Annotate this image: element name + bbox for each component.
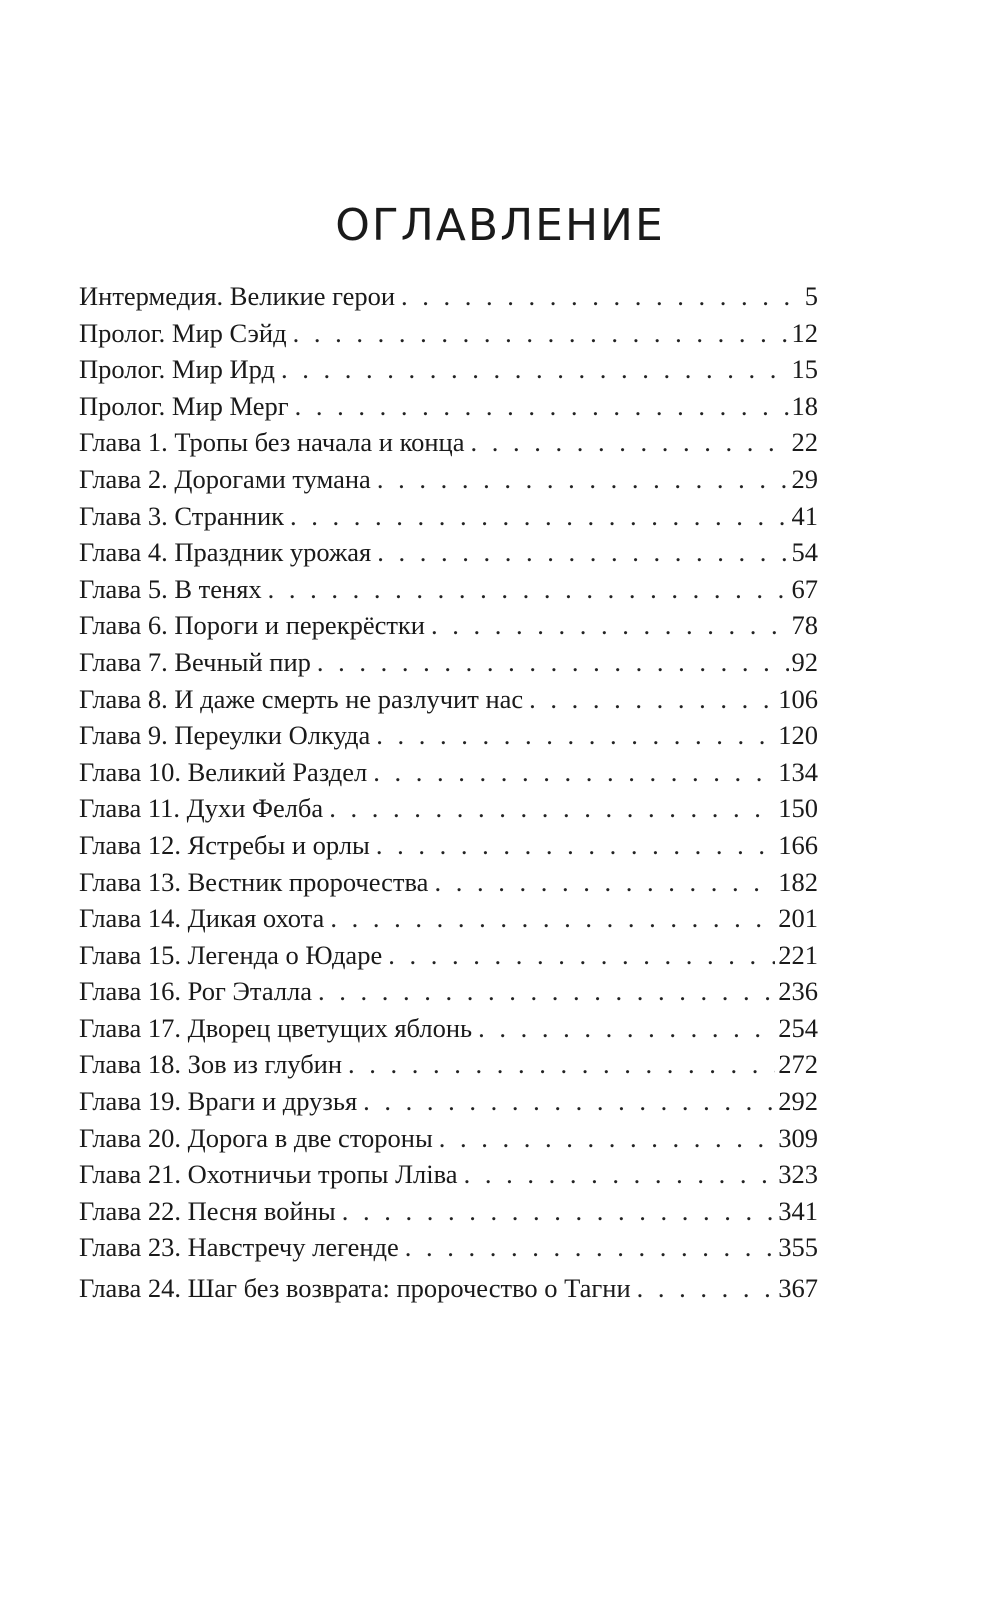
toc-entry-page: 309 <box>778 1122 818 1153</box>
toc-entry-title: Интермедия. Великие герои <box>79 281 396 311</box>
toc-entry-title: Глава 16. Рог Эталла <box>79 976 313 1007</box>
toc-dot-leader <box>388 937 775 974</box>
toc-dot-leader <box>471 424 789 461</box>
toc-entry-page: 41 <box>791 500 818 531</box>
toc-entry-title: Глава 4. Праздник урожая <box>79 537 372 568</box>
toc-entry <box>79 681 818 718</box>
toc-entry-page: 22 <box>791 427 818 458</box>
toc-entry-page: 12 <box>791 317 818 348</box>
toc-dot-leader <box>317 644 789 681</box>
toc-dot-leader <box>268 571 789 608</box>
toc-entry-title: Глава 24. Шаг без возврата: пророчество о Тагни <box>79 1273 631 1304</box>
toc-entry-title: Глава 15. Легенда о Юдаре <box>79 939 383 970</box>
toc-entry-title: Глава 1. Тропы без начала и конца <box>79 427 465 458</box>
toc-entry-page: 236 <box>778 976 818 1007</box>
toc-entry <box>79 571 818 608</box>
toc-entry <box>79 498 818 535</box>
toc-entry-page: 367 <box>778 1273 818 1304</box>
toc-entry-page: 150 <box>778 793 818 824</box>
toc-entry <box>79 1083 818 1120</box>
toc-entry <box>79 717 818 754</box>
toc-entry-page: 29 <box>791 463 818 494</box>
toc-dot-leader <box>434 864 775 901</box>
toc-entry-title: Пролог. Мир Сэйд <box>79 317 287 348</box>
toc-entry <box>79 864 818 901</box>
toc-entry <box>79 1010 818 1047</box>
toc-entry <box>79 973 818 1010</box>
toc-dot-leader <box>318 973 775 1010</box>
toc-entry-page: 134 <box>778 756 818 787</box>
toc-entry <box>79 1229 818 1266</box>
toc-entry-title: Пролог. Мир Ирд <box>79 354 276 385</box>
toc-dot-leader <box>529 681 775 718</box>
toc-dot-leader <box>439 1120 775 1157</box>
toc-dot-leader <box>329 790 775 827</box>
toc-dot-leader <box>342 1193 776 1230</box>
toc-dot-leader <box>464 1156 776 1193</box>
toc-entry <box>79 424 818 461</box>
page-title: ОГЛАВЛЕНИЕ <box>335 200 665 251</box>
toc-entry-title: Глава 20. Дорога в две стороны <box>79 1122 433 1153</box>
toc-entry-title: Глава 6. Пороги и перекрёстки <box>79 610 425 641</box>
toc-entry-title: Глава 9. Переулки Олкуда <box>79 720 371 751</box>
toc-entry-page: 106 <box>778 683 818 714</box>
toc-entry <box>79 607 818 644</box>
toc-entry <box>79 278 818 315</box>
toc-dot-leader <box>376 717 775 754</box>
toc-entry-page: 5 <box>804 281 818 311</box>
toc-entry-page: 78 <box>791 610 818 641</box>
toc-entry-page: 18 <box>791 390 818 421</box>
table-of-contents <box>79 278 818 1307</box>
toc-dot-leader <box>376 827 775 864</box>
toc-entry-title: Глава 11. Духи Фелба <box>79 793 324 824</box>
toc-entry <box>79 790 818 827</box>
toc-entry <box>79 1120 818 1157</box>
toc-entry <box>79 827 818 864</box>
toc-dot-leader <box>377 534 788 571</box>
toc-entry <box>79 1193 818 1230</box>
toc-dot-leader <box>405 1229 775 1266</box>
toc-entry-page: 221 <box>778 939 818 970</box>
toc-entry <box>79 754 818 791</box>
toc-dot-leader <box>377 461 789 498</box>
toc-entry-page: 182 <box>778 866 818 897</box>
toc-entry <box>79 937 818 974</box>
toc-entry <box>79 1270 818 1307</box>
toc-entry-title: Глава 22. Песня войны <box>79 1195 336 1226</box>
toc-entry-title: Глава 2. Дорогами тумана <box>79 463 371 494</box>
toc-entry <box>79 351 818 388</box>
toc-entry-title: Глава 3. Странник <box>79 500 285 531</box>
toc-dot-leader <box>431 607 789 644</box>
toc-dot-leader <box>637 1270 776 1307</box>
toc-entry-page: 92 <box>791 646 818 677</box>
toc-dot-leader <box>281 351 788 388</box>
toc-entry <box>79 1156 818 1193</box>
toc-dot-leader <box>293 315 789 352</box>
toc-entry-page: 166 <box>778 829 818 860</box>
toc-entry-page: 254 <box>778 1012 818 1043</box>
toc-entry-page: 15 <box>791 354 818 385</box>
toc-entry-title: Глава 17. Дворец цветущих яблонь <box>79 1012 473 1043</box>
toc-dot-leader <box>373 754 775 791</box>
toc-entry-page: 355 <box>778 1232 818 1263</box>
toc-entry-title: Глава 10. Великий Раздел <box>79 756 368 787</box>
toc-entry <box>79 315 818 352</box>
toc-dot-leader <box>401 278 802 315</box>
toc-entry-page: 120 <box>778 720 818 751</box>
toc-entry-page: 54 <box>791 537 818 568</box>
toc-dot-leader <box>363 1083 775 1120</box>
toc-entry-title: Глава 8. И даже смерть не разлучит нас <box>79 683 524 714</box>
toc-entry-title: Глава 18. Зов из глубин <box>79 1049 343 1080</box>
toc-entry-page: 201 <box>778 903 818 934</box>
toc-entry <box>79 534 818 571</box>
toc-dot-leader <box>348 1046 775 1083</box>
toc-entry-title: Глава 5. В тенях <box>79 573 262 604</box>
toc-entry-title: Пролог. Мир Мерг <box>79 390 289 421</box>
toc-entry-page: 323 <box>778 1159 818 1190</box>
toc-entry <box>79 461 818 498</box>
toc-entry-page: 67 <box>791 573 818 604</box>
toc-dot-leader <box>290 498 788 535</box>
toc-entry-title: Глава 19. Враги и друзья <box>79 1086 358 1117</box>
toc-entry-page: 272 <box>778 1049 818 1080</box>
toc-entry-page: 292 <box>778 1086 818 1117</box>
toc-entry-title: Глава 7. Вечный пир <box>79 646 311 677</box>
toc-entry-title: Глава 21. Охотничьи тропы Лліва <box>79 1159 458 1190</box>
toc-entry <box>79 644 818 681</box>
toc-dot-leader <box>330 900 775 937</box>
toc-dot-leader <box>478 1010 775 1047</box>
toc-entry-title: Глава 12. Ястребы и орлы <box>79 829 370 860</box>
toc-entry <box>79 900 818 937</box>
toc-entry-title: Глава 23. Навстречу легенде <box>79 1232 399 1263</box>
toc-entry-title: Глава 14. Дикая охота <box>79 903 325 934</box>
toc-entry <box>79 1046 818 1083</box>
toc-entry <box>79 388 818 425</box>
toc-entry-title: Глава 13. Вестник пророчества <box>79 866 429 897</box>
toc-dot-leader <box>295 388 789 425</box>
toc-entry-page: 341 <box>778 1195 818 1226</box>
